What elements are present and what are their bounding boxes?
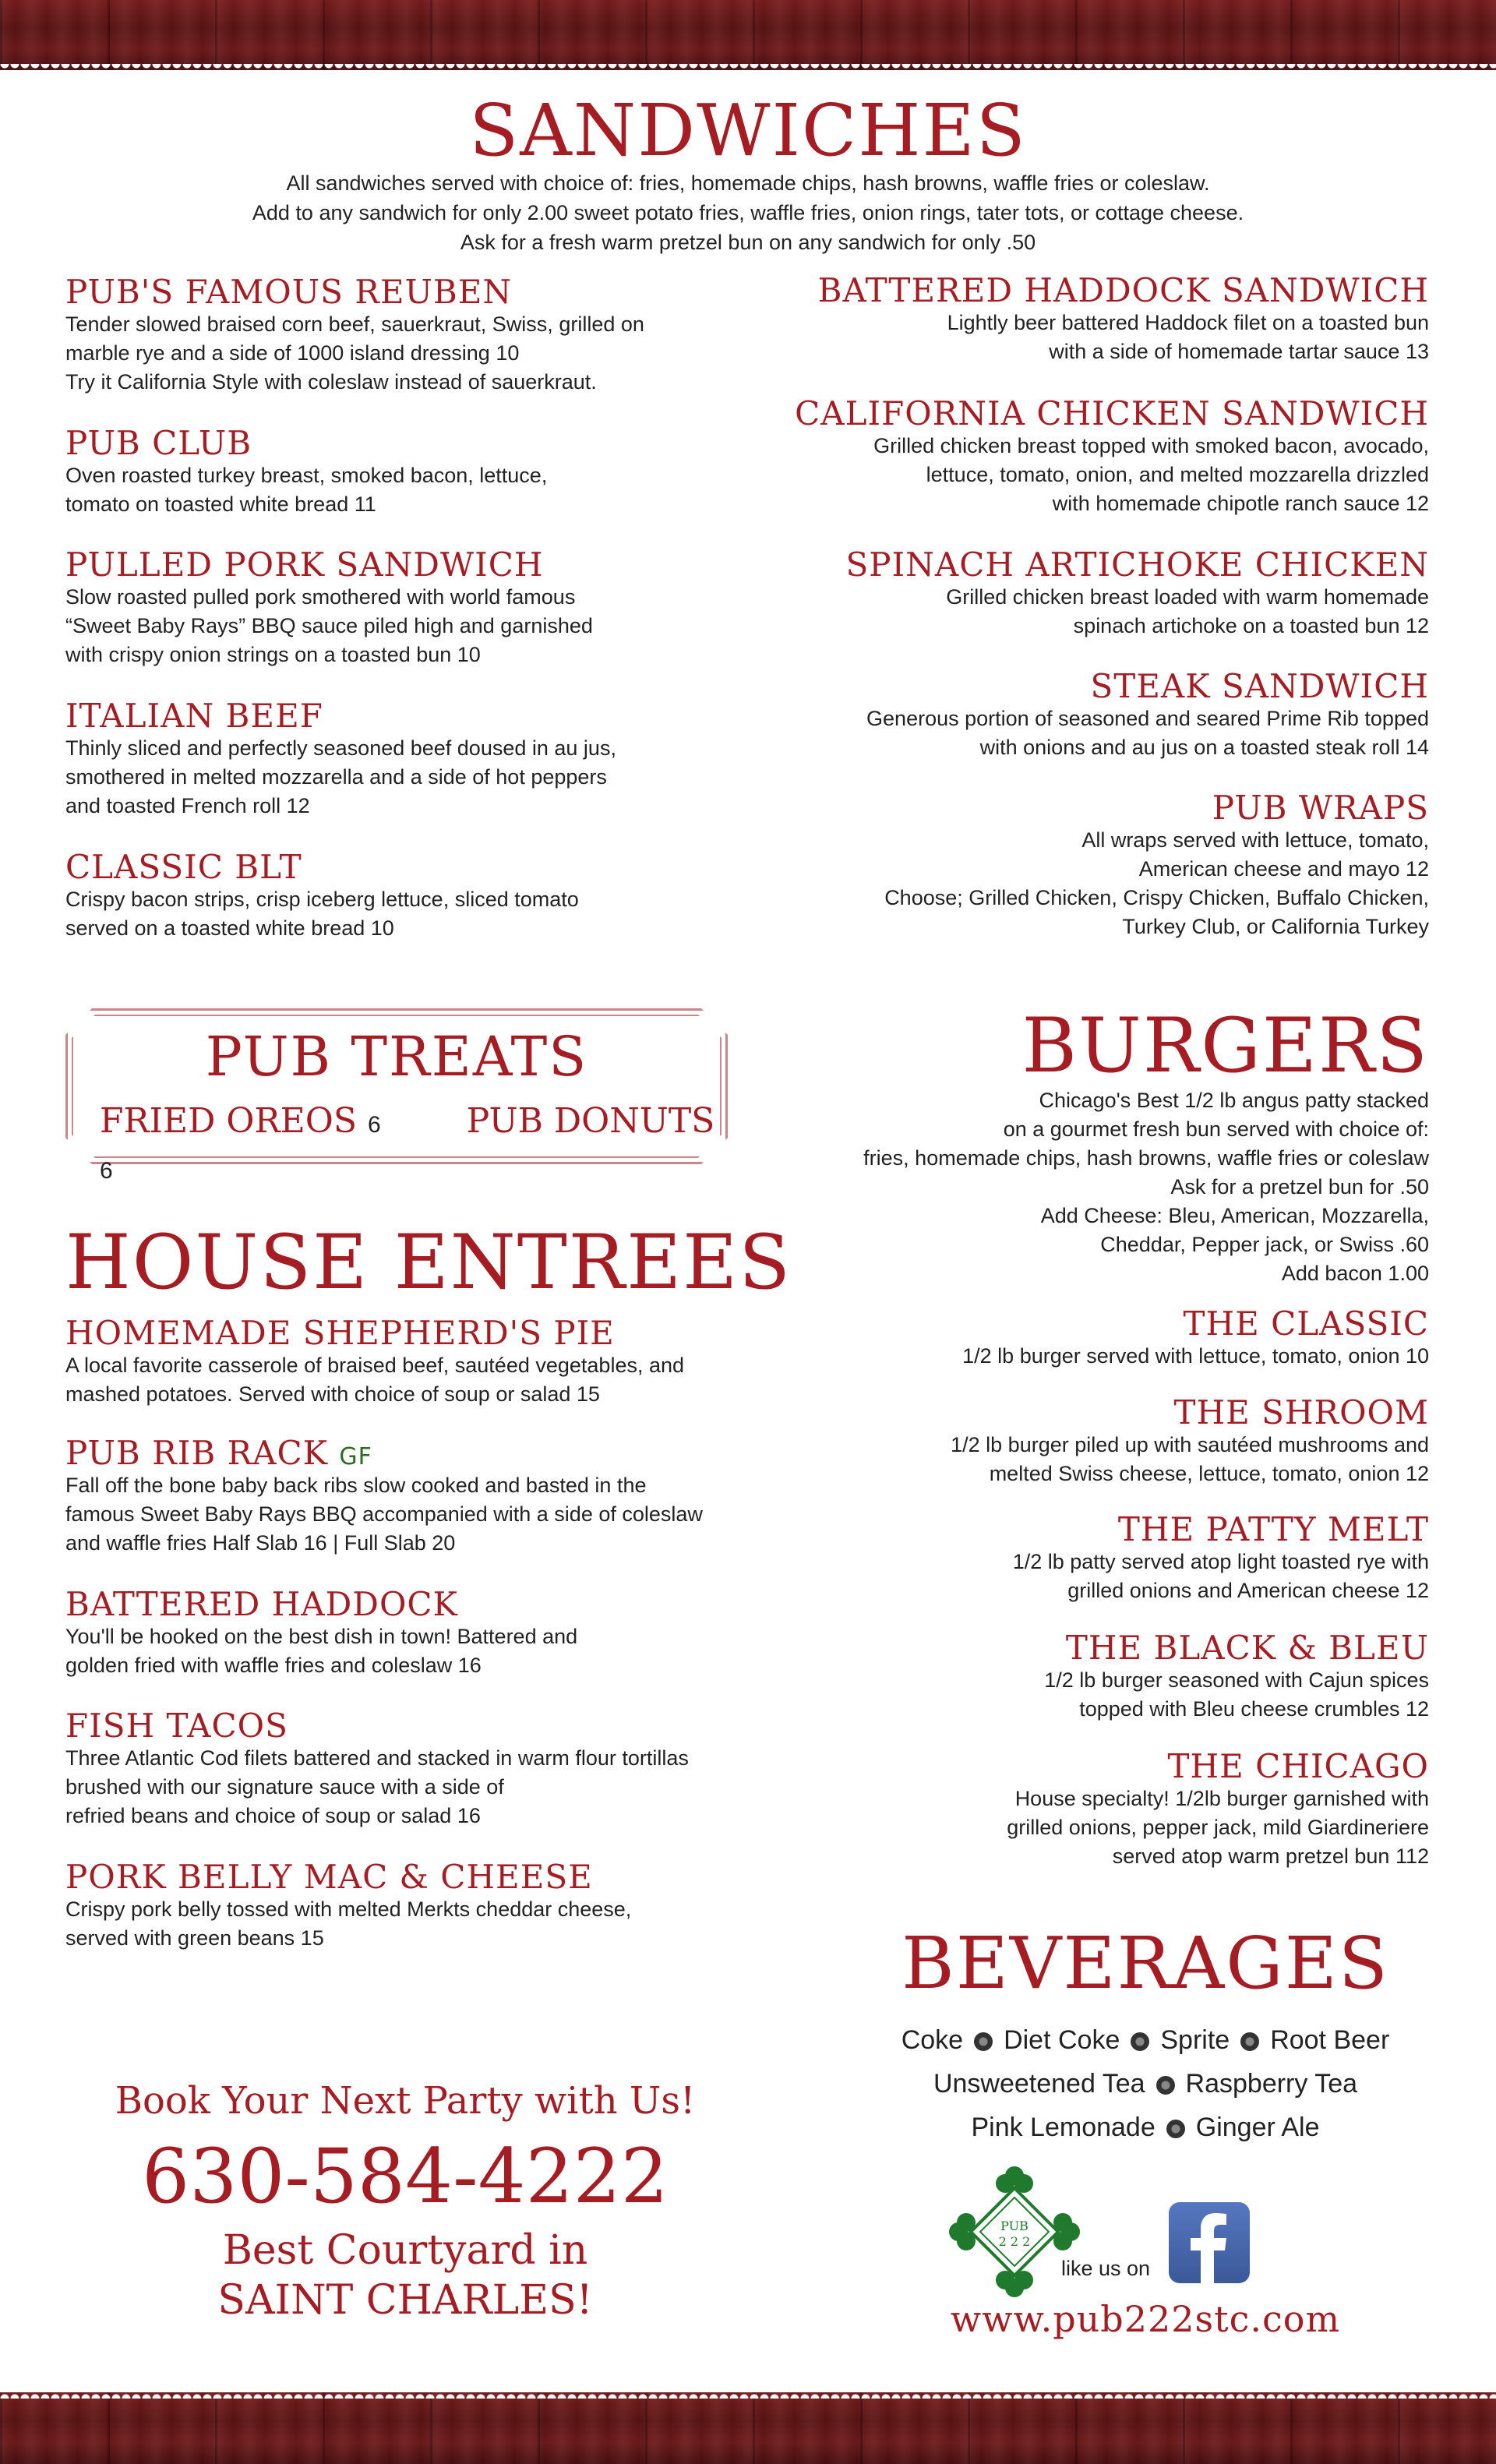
item-title: HOMEMADE SHEPHERD'S PIE (65, 1314, 615, 1352)
sandwich-item (65, 849, 767, 943)
treats-title: PUB TREATS (205, 1025, 588, 1089)
intro-line: Add to any sandwich for only 2.00 sweet potato fries, waffle fries, onion rings, tater tots, or cottage cheese. (252, 201, 1244, 224)
item-desc: You'll be hooked on the best dish in town! Battered and golden fried with waffle fries and coleslaw 16 (65, 1625, 578, 1678)
courtyard-line: Best Courtyard in (222, 2227, 588, 2274)
beverages-title: BEVERAGES (901, 1922, 1389, 2005)
burgers-title: BURGERS (1021, 1002, 1429, 1089)
sandwiches-title: SANDWICHES (469, 89, 1027, 172)
bullet-dot-icon (974, 2032, 993, 2051)
item-title: SPINACH ARTICHOKE CHICKEN (845, 545, 1429, 584)
burger-item (728, 1395, 1429, 1488)
item-title: BATTERED HADDOCK (65, 1585, 458, 1623)
item-desc: Tender slowed braised corn beef, sauerkraut, Swiss, grilled on marble rye and a side of 1000 island dressing 10 Try it California Style with coleslaw instead of sauerkraut. (65, 312, 644, 394)
logo-text: PUB (1000, 2219, 1028, 2233)
item-title: PUB WRAPS (1212, 789, 1429, 827)
item-desc: Crispy bacon strips, crisp iceberg lettuce, sliced tomato served on a toasted white bread 10 (65, 888, 579, 941)
intro-line: All sandwiches served with choice of: fries, homemade chips, hash browns, waffle fries or coleslaw. (286, 171, 1210, 195)
item-desc: House specialty! 1/2lb burger garnished with grilled onions, pepper jack, mild Giardineriere served atop warm pretzel bun 112 (1007, 1787, 1429, 1869)
item-desc: 1/2 lb patty served atop light toasted rye with grilled onions and American cheese 12 (1012, 1550, 1429, 1603)
beverage-name: Diet Coke (1004, 2025, 1120, 2055)
item-title: PUB CLUB (65, 424, 252, 462)
sandwich-item (65, 274, 767, 397)
wood-footer-border (0, 2392, 1496, 2464)
beverage-name: Coke (901, 2025, 964, 2055)
item-desc: Three Atlantic Cod filets battered and stacked in warm flour tortillas brushed with our signature sauce with a side of refried beans and choice of soup or salad 16 (65, 1746, 689, 1828)
burger-item (728, 1306, 1429, 1371)
beverage-name: Pink Lemonade (971, 2113, 1156, 2142)
item-desc: Generous portion of seasoned and seared Prime Rib topped with onions and au jus on a toasted steak roll 14 (866, 707, 1429, 760)
sandwich-item (728, 547, 1429, 641)
item-title: CLASSIC BLT (65, 848, 302, 886)
beverage-row (810, 2062, 1480, 2106)
treat-price: 6 (367, 1112, 381, 1138)
item-title-text: PUB RIB RACK (65, 1434, 329, 1472)
treat-name: FRIED OREOS (100, 1101, 357, 1141)
bullet-dot-icon (1156, 2076, 1175, 2095)
burgers-intro: Chicago's Best 1/2 lb angus patty stacked on a gourmet fresh bun served with choice of: fries, homemade chips, hash browns, waffle fries or coleslaw Ask for a pretzel bun for .50 Add Cheese: Bleu, American, Mozzarella, Cheddar, Pepper jack, or Swiss .60 Add bacon 1.00 (863, 1089, 1429, 1285)
item-desc: A local favorite casserole of braised beef, sautéed vegetables, and mashed potatoes. Served with choice of soup or salad 15 (65, 1354, 685, 1407)
beverage-row (810, 2106, 1480, 2149)
item-title: THE CHICAGO (1167, 1747, 1429, 1785)
item-title: PULLED PORK SANDWICH (65, 545, 544, 584)
burger-item (728, 1749, 1429, 1871)
wood-header-border (0, 0, 1496, 70)
burger-item (728, 1512, 1429, 1605)
phone-number[interactable]: 630-584-4222 (142, 2133, 669, 2220)
item-desc: Slow roasted pulled pork smothered with world famous “Sweet Baby Rays” BBQ sauce piled high and garnished with crispy onion strings on a toasted bun 10 (65, 585, 593, 667)
treat-price: 6 (100, 1158, 113, 1184)
beverage-name: Raspberry Tea (1185, 2069, 1358, 2099)
item-title: THE SHROOM (1173, 1393, 1429, 1431)
treats-items (100, 1100, 715, 1192)
item-desc: 1/2 lb burger piled up with sautéed mushrooms and melted Swiss cheese, lettuce, tomato, onion 12 (951, 1433, 1429, 1486)
sandwich-item (65, 698, 767, 821)
bullet-dot-icon (1166, 2120, 1185, 2138)
item-title: THE PATTY MELT (1117, 1510, 1429, 1548)
item-desc: Crispy pork belly tossed with melted Merkts cheddar cheese, served with green beans 15 (65, 1897, 632, 1950)
beverage-row (810, 2018, 1480, 2062)
sandwich-item (65, 425, 767, 519)
item-title: CALIFORNIA CHICKEN SANDWICH (795, 394, 1429, 432)
entree-item (65, 1859, 767, 1953)
item-title: ITALIAN BEEF (65, 697, 323, 735)
entree-item (65, 1435, 767, 1558)
item-title (65, 1435, 767, 1471)
party-line: Book Your Next Party with Us! (115, 2079, 696, 2123)
gluten-free-badge: GF (339, 1443, 372, 1470)
beverage-name: Unsweetened Tea (933, 2069, 1145, 2099)
sandwich-item (728, 790, 1429, 941)
entree-item (65, 1708, 767, 1830)
courtyard-line: SAINT CHARLES! (217, 2277, 593, 2324)
item-desc: Oven roasted turkey breast, smoked bacon, lettuce, tomato on toasted white bread 11 (65, 464, 548, 517)
sandwich-item (65, 547, 767, 669)
beverage-name: Sprite (1160, 2025, 1230, 2055)
entree-item (65, 1587, 767, 1680)
logo-text: 2 2 2 (998, 2234, 1031, 2249)
item-desc: Grilled chicken breast topped with smoked bacon, avocado, lettuce, tomato, onion, and melted mozzarella drizzled with homemade chipotle ranch sauce 12 (873, 434, 1429, 516)
entrees-title: HOUSE ENTREES (65, 1219, 792, 1306)
item-desc: Thinly sliced and perfectly seasoned beef doused in au jus, smothered in melted mozzarella and a side of hot peppers and toasted French roll 12 (65, 736, 616, 818)
sandwich-item (728, 669, 1429, 762)
beverages-list (810, 2018, 1480, 2149)
intro-line: Ask for a fresh warm pretzel bun on any sandwich for only .50 (460, 231, 1036, 254)
item-desc: Lightly beer battered Haddock filet on a toasted bun with a side of homemade tartar sauce 13 (947, 311, 1429, 364)
beverage-name: Ginger Ale (1195, 2113, 1320, 2142)
item-desc: All wraps served with lettuce, tomato, American cheese and mayo 12 Choose; Grilled Chicken, Crispy Chicken, Buffalo Chicken, Turkey Club, or California Turkey (884, 828, 1429, 939)
burger-item (728, 1630, 1429, 1724)
bullet-dot-icon (1240, 2032, 1259, 2051)
website-link[interactable]: www.pub222stc.com (950, 2298, 1341, 2340)
item-desc: Grilled chicken breast loaded with warm homemade spinach artichoke on a toasted bun 12 (946, 585, 1429, 638)
item-title: FISH TACOS (65, 1707, 288, 1745)
item-title: STEAK SANDWICH (1090, 667, 1429, 705)
entree-item (65, 1315, 767, 1409)
item-desc: Fall off the bone baby back ribs slow cooked and basted in the famous Sweet Baby Rays BBQ accompanied with a side of coleslaw and waffle fries Half Slab 16 | Full Slab 20 (65, 1474, 703, 1555)
item-title: BATTERED HADDOCK SANDWICH (817, 271, 1429, 309)
item-title: PUB'S FAMOUS REUBEN (65, 273, 513, 311)
bullet-dot-icon (1131, 2032, 1149, 2051)
treat-name: PUB DONUTS (466, 1101, 715, 1141)
beverage-name: Root Beer (1270, 2025, 1390, 2055)
item-title: THE CLASSIC (1183, 1304, 1429, 1343)
like-us-label: like us on (1061, 2257, 1151, 2280)
item-desc: 1/2 lb burger served with lettuce, tomato, onion 10 (962, 1344, 1429, 1368)
sandwiches-intro (0, 168, 1496, 257)
shamrock-logo-icon (944, 2162, 1085, 2302)
item-title: THE BLACK & BLEU (1065, 1629, 1429, 1667)
sandwich-item (728, 273, 1429, 366)
facebook-icon[interactable] (1169, 2202, 1250, 2283)
item-title: PORK BELLY MAC & CHEESE (65, 1858, 593, 1896)
item-desc: 1/2 lb burger seasoned with Cajun spices topped with Bleu cheese crumbles 12 (1044, 1668, 1429, 1721)
sandwich-item (728, 396, 1429, 518)
